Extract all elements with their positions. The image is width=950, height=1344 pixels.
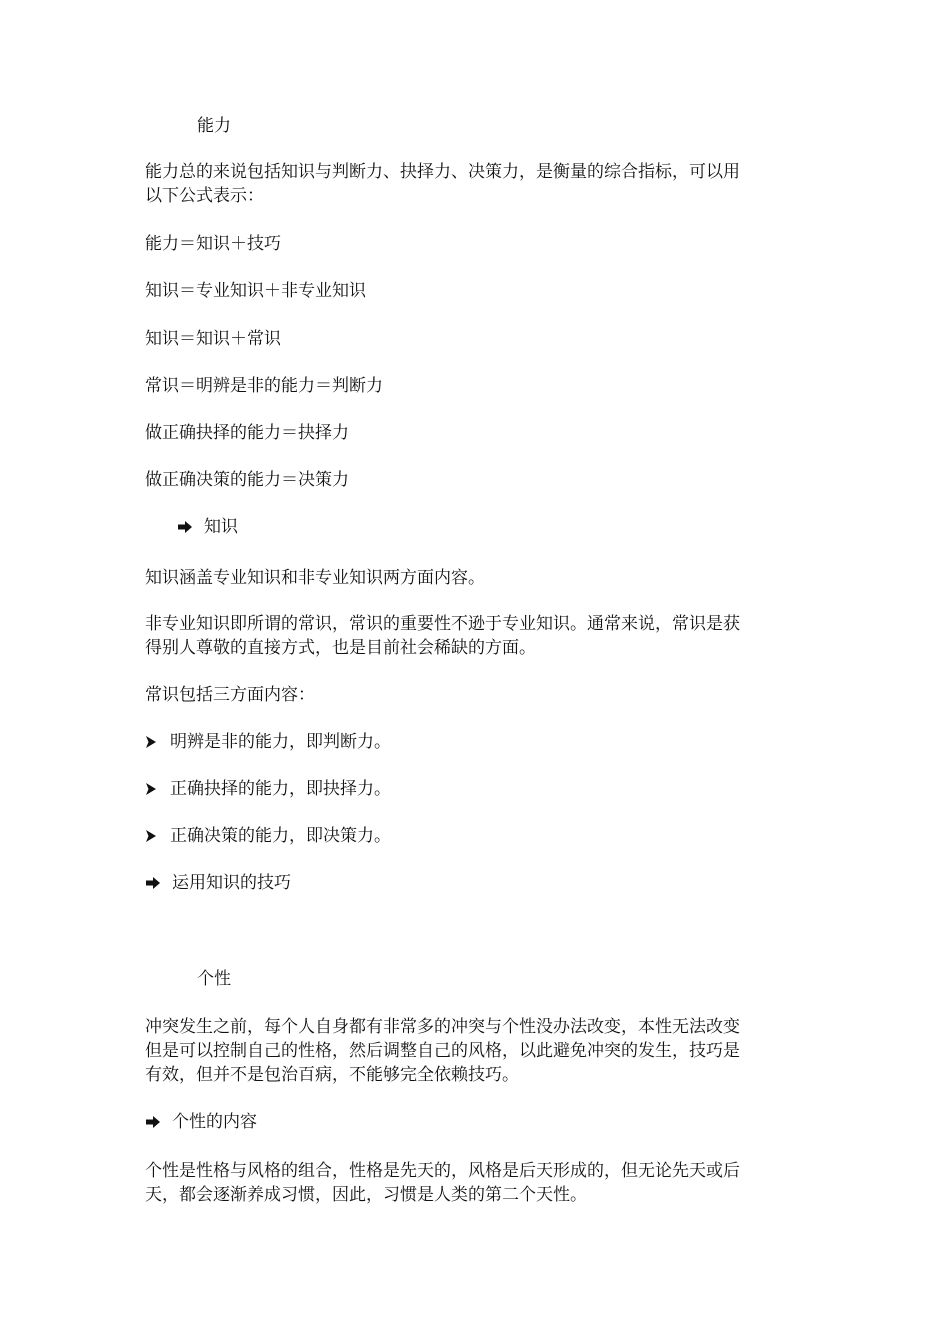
subheading-text: 知识 (204, 517, 238, 537)
chevron-right-icon (145, 829, 157, 843)
paragraph-line: 以下公式表示： (145, 186, 264, 206)
right-arrow-icon (145, 876, 161, 890)
right-arrow-icon (177, 520, 193, 534)
paragraph-line: 有效，但并不是包治百病，不能够完全依赖技巧。 (145, 1065, 519, 1085)
list-item-text: 正确决策的能力，即决策力。 (170, 826, 391, 846)
personality-intro-paragraph (145, 1015, 810, 1087)
subheading-personality-content (145, 1110, 810, 1134)
formula-line: 知识＝知识＋常识 (145, 329, 281, 349)
subheading-knowledge-skills (145, 871, 810, 895)
section-heading-personality: 个性 (197, 969, 231, 989)
subheading-knowledge (177, 515, 842, 539)
paragraph-line: 非专业知识即所谓的常识，常识的重要性不逊于专业知识。通常来说，常识是获 (145, 614, 740, 634)
right-arrow-icon (145, 1115, 161, 1129)
section-heading-ability: 能力 (197, 116, 231, 136)
paragraph-line: 但是可以控制自己的性格，然后调整自己的风格，以此避免冲突的发生，技巧是 (145, 1041, 740, 1061)
paragraph-line: 冲突发生之前，每个人自身都有非常多的冲突与个性没办法改变，本性无法改变 (145, 1017, 740, 1037)
knowledge-paragraph: 知识涵盖专业知识和非专业知识两方面内容。 (145, 568, 485, 588)
formula-line: 知识＝专业知识＋非专业知识 (145, 281, 366, 301)
list-item (145, 777, 810, 801)
common-sense-paragraph (145, 612, 810, 660)
formula-line: 做正确决策的能力＝决策力 (145, 470, 349, 490)
personality-content-paragraph (145, 1159, 810, 1207)
list-item (145, 824, 810, 848)
list-item-text: 明辨是非的能力，即判断力。 (170, 732, 391, 752)
chevron-right-icon (145, 735, 157, 749)
subheading-text: 运用知识的技巧 (172, 873, 291, 893)
chevron-right-icon (145, 782, 157, 796)
formula-line: 做正确抉择的能力＝抉择力 (145, 423, 349, 443)
paragraph-line: 个性是性格与风格的组合，性格是先天的，风格是后天形成的，但无论先天或后 (145, 1161, 740, 1181)
list-item (145, 730, 810, 754)
paragraph-line: 能力总的来说包括知识与判断力、抉择力、决策力，是衡量的综合指标，可以用 (145, 162, 740, 182)
common-sense-list-intro: 常识包括三方面内容： (145, 685, 315, 705)
ability-intro-paragraph (145, 160, 810, 208)
formula-line: 常识＝明辨是非的能力＝判断力 (145, 376, 383, 396)
paragraph-line: 天，都会逐渐养成习惯，因此，习惯是人类的第二个天性。 (145, 1185, 587, 1205)
paragraph-line: 得别人尊敬的直接方式，也是目前社会稀缺的方面。 (145, 638, 536, 658)
list-item-text: 正确抉择的能力，即抉择力。 (170, 779, 391, 799)
subheading-text: 个性的内容 (172, 1112, 257, 1132)
formula-line: 能力＝知识＋技巧 (145, 234, 281, 254)
